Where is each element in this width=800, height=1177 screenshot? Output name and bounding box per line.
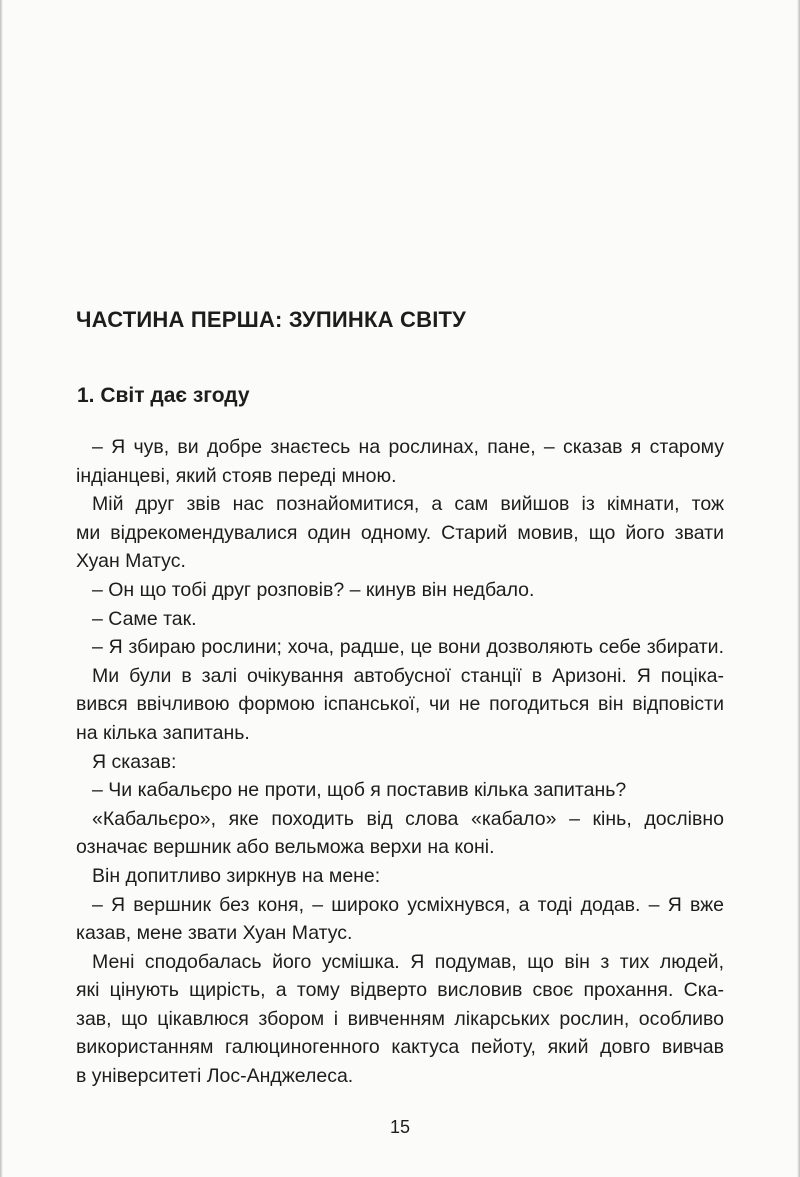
text-line: ми відрекомендувалися один одному. Старий мовив, що його звати	[76, 521, 724, 544]
text-line: означає вершник або вельможа верхи на коні.	[76, 836, 495, 859]
text-line: індіанцеві, який стояв переді мною.	[76, 464, 397, 487]
text-line: зав, що цікавлюся збором і вивченням лікарських рослин, особливо	[76, 1007, 724, 1030]
text-line: Я сказав:	[92, 750, 177, 773]
text-line: Мені сподобалась його усмішка. Я подумав, що він з тих людей,	[92, 950, 724, 973]
page-number: 15	[389, 1117, 411, 1137]
text-line: вився ввічливою формою іспанської, чи не погодиться він відповісти	[76, 693, 724, 716]
text-line: Мій друг звів нас познайомитися, а сам вийшов із кімнати, тож	[92, 493, 724, 516]
body-text	[76, 433, 724, 1091]
text-line: – Он що тобі друг розповів? – кинув він недбало.	[92, 578, 535, 601]
text-line: Ми були в залі очікування автобусної станції в Аризоні. Я поціка-	[92, 664, 724, 687]
text-line: Хуан Матус.	[76, 550, 186, 573]
text-line: казав, мене звати Хуан Матус.	[76, 922, 353, 945]
text-line: використанням галюциногенного кактуса пейоту, який довго вивчав	[76, 1036, 724, 1059]
text-line: в університеті Лос-Анджелеса.	[76, 1065, 354, 1088]
text-line: – Я вершник без коня, – широко усміхнувся, а тоді додав. – Я вже	[92, 893, 724, 916]
text-line: – Саме так.	[92, 607, 197, 630]
text-line: на кілька запитань.	[76, 721, 250, 744]
text-line: які цінують щирість, а тому відверто висловив своє прохання. Ска-	[76, 979, 724, 1002]
scan-edge-left	[0, 0, 3, 1177]
part-title: ЧАСТИНА ПЕРША: ЗУПИНКА СВІТУ	[76, 307, 467, 332]
text-line: «Кабальєро», яке походить від слова «кабало» – кінь, дослівно	[92, 807, 724, 830]
chapter-title: 1. Світ дає згоду	[77, 384, 250, 407]
text-line: – Я збираю рослини; хоча, радше, це вони дозволяють себе збирати.	[92, 636, 724, 659]
text-line: Він допитливо зиркнув на мене:	[92, 864, 381, 887]
text-line: – Чи кабальєро не проти, щоб я поставив кілька запитань?	[92, 779, 627, 802]
text-line: – Я чув, ви добре знаєтесь на рослинах, пане, – сказав я старому	[92, 436, 724, 458]
